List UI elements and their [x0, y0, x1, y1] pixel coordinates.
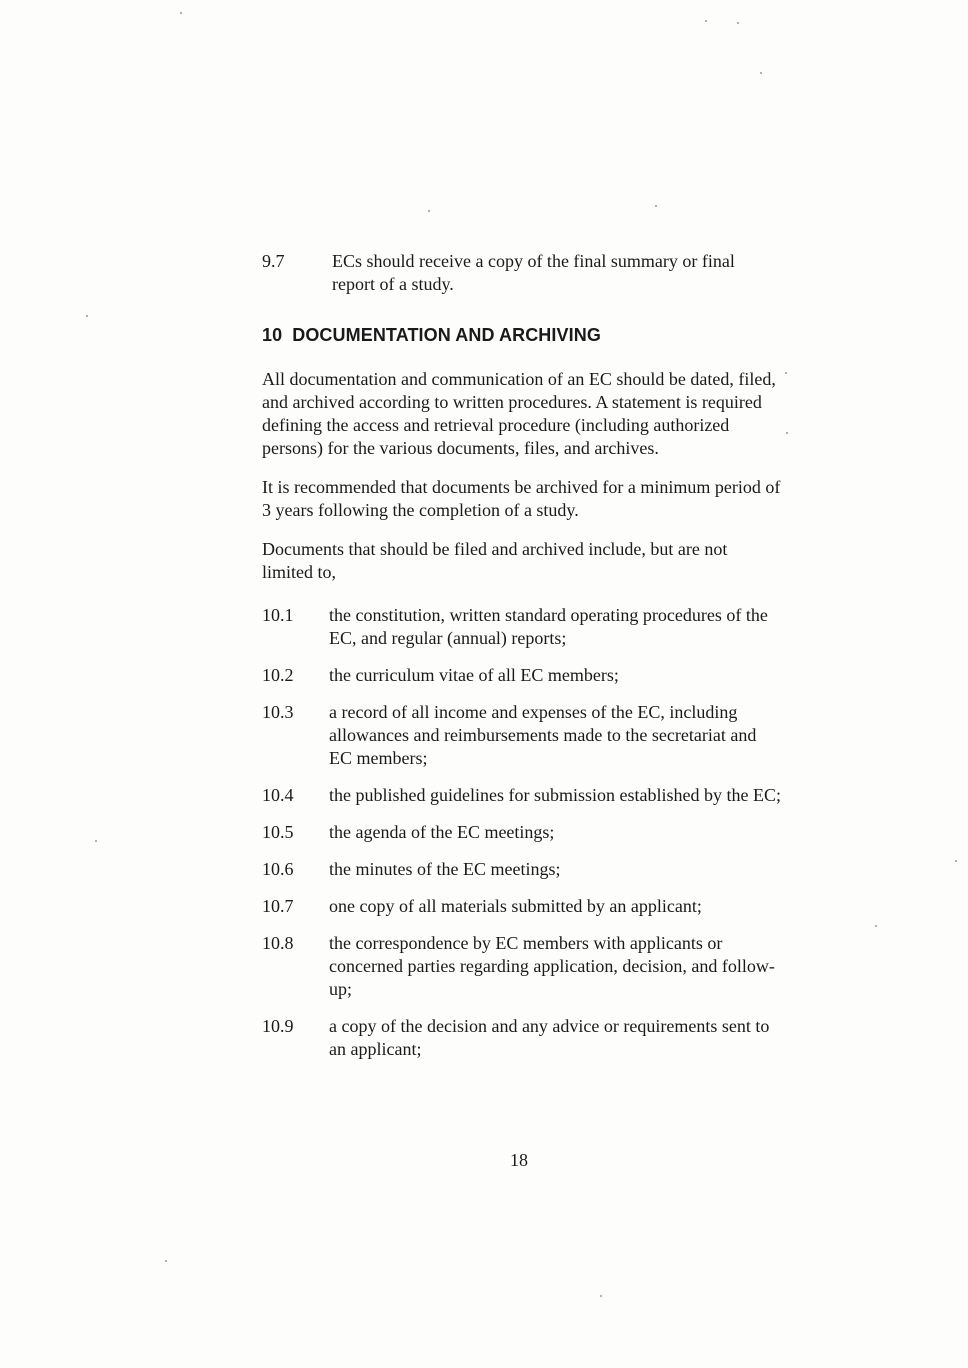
section-title: DOCUMENTATION AND ARCHIVING — [292, 325, 601, 345]
list-item — [262, 932, 782, 1001]
item-text: the minutes of the EC meetings; — [329, 859, 561, 879]
item-number: 10.1 — [262, 605, 294, 625]
list-item — [262, 895, 782, 918]
scan-speck — [165, 1260, 167, 1262]
item-number: 10.9 — [262, 1016, 294, 1036]
list-item — [262, 701, 782, 770]
scan-speck — [955, 860, 957, 862]
item-number: 10.5 — [262, 822, 294, 842]
scan-speck — [180, 12, 182, 14]
page-number: 18 — [510, 1150, 528, 1170]
scan-speck — [600, 1295, 602, 1297]
scan-speck — [705, 20, 707, 22]
document-body — [262, 250, 782, 1075]
item-text: the constitution, written standard operating procedures of the EC, and regular (annual) reports; — [329, 605, 768, 648]
item-number: 10.6 — [262, 859, 294, 879]
scan-speck — [875, 925, 877, 927]
scan-speck — [655, 205, 657, 207]
item-text: a record of all income and expenses of the EC, including allowances and reimbursements made to the secretariat and EC members; — [329, 702, 757, 768]
section-number: 10 — [262, 325, 283, 345]
scan-speck — [95, 840, 97, 842]
item-text: the agenda of the EC meetings; — [329, 822, 555, 842]
list-item — [262, 1015, 782, 1061]
list-item — [262, 664, 782, 687]
paragraph-documents-intro: Documents that should be filed and archived include, but are not limited to, — [262, 539, 728, 582]
list-item-9-7 — [262, 250, 782, 296]
item-number: 10.8 — [262, 933, 294, 953]
item-number: 10.4 — [262, 785, 294, 805]
item-text: the correspondence by EC members with applicants or concerned parties regarding application, decision, and follow-up; — [329, 933, 775, 999]
scan-speck — [786, 432, 788, 434]
item-text: a copy of the decision and any advice or requirements sent to an applicant; — [329, 1016, 770, 1059]
paragraph-retention-period: It is recommended that documents be archived for a minimum period of 3 years following the completion of a study. — [262, 477, 781, 520]
scan-speck — [785, 372, 787, 374]
list-item — [262, 604, 782, 650]
scan-speck — [760, 72, 762, 74]
item-number: 10.7 — [262, 896, 294, 916]
document-list — [262, 604, 782, 1061]
scan-speck — [737, 22, 739, 24]
item-number: 10.3 — [262, 702, 294, 722]
item-text: ECs should receive a copy of the final summary or final report of a study. — [332, 251, 735, 294]
paragraph-archiving-procedures: All documentation and communication of an EC should be dated, filed, and archived according to written procedures. A statement is required defining the access and retrieval procedure (including authorized persons) for the various documents, files, and archives. — [262, 369, 776, 458]
item-text: the curriculum vitae of all EC members; — [329, 665, 619, 685]
item-number: 10.2 — [262, 665, 294, 685]
list-item — [262, 858, 782, 881]
scan-speck — [86, 315, 88, 317]
section-heading — [262, 324, 782, 346]
item-text: the published guidelines for submission established by the EC; — [329, 785, 781, 805]
list-item — [262, 784, 782, 807]
scan-speck — [428, 210, 430, 212]
item-number: 9.7 — [262, 251, 285, 271]
item-text: one copy of all materials submitted by an applicant; — [329, 896, 702, 916]
list-item — [262, 821, 782, 844]
